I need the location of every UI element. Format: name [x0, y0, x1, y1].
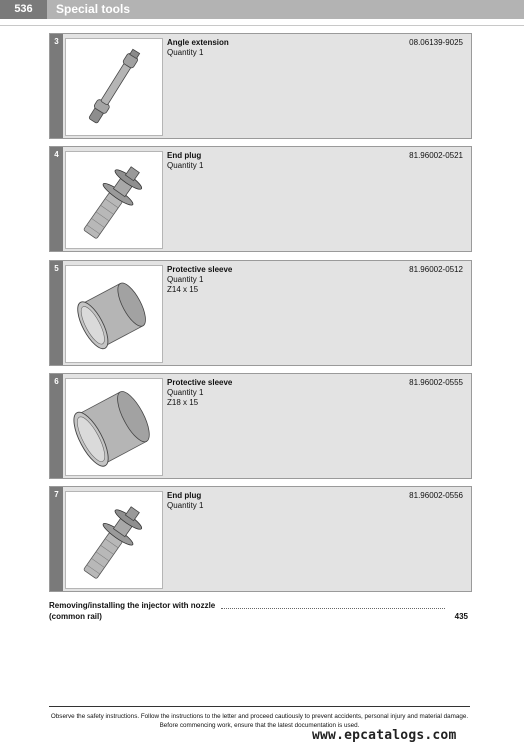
tool-quantity: Quantity 1 — [167, 161, 204, 170]
leader-dots — [221, 608, 445, 609]
cross-reference[interactable] — [49, 600, 470, 626]
page-title: Special tools — [56, 2, 131, 16]
page-header — [0, 0, 524, 19]
tool-size: Z14 x 15 — [167, 285, 199, 294]
tool-index: 4 — [50, 147, 63, 251]
footer-divider — [49, 706, 470, 707]
tool-index: 3 — [50, 34, 63, 138]
page-number: 536 — [0, 0, 47, 19]
protective-sleeve-icon — [65, 265, 163, 363]
watermark: www.epcatalogs.com — [312, 728, 457, 743]
tool-row-angle-extension — [49, 33, 472, 139]
tool-part-number: 81.96002-0512 — [409, 265, 463, 274]
angle-extension-icon — [65, 38, 163, 136]
tool-row-end-plug — [49, 146, 472, 252]
tool-row-protective-sleeve — [49, 260, 472, 366]
tool-quantity: Quantity 1 — [167, 48, 204, 57]
tool-part-number: 81.96002-0556 — [409, 491, 463, 500]
cross-reference-page[interactable]: 435 — [454, 612, 468, 621]
protective-sleeve-icon — [65, 378, 163, 476]
tool-name: End plug — [167, 491, 202, 500]
tool-row-end-plug — [49, 486, 472, 592]
tool-quantity: Quantity 1 — [167, 501, 204, 510]
tool-part-number: 81.96002-0555 — [409, 378, 463, 387]
tool-name: End plug — [167, 151, 202, 160]
cross-reference-text[interactable]: Removing/installing the injector with nozzle (common rail) — [49, 601, 216, 621]
tool-quantity: Quantity 1 — [167, 275, 204, 284]
tool-quantity: Quantity 1 — [167, 388, 204, 397]
tool-name: Protective sleeve — [167, 265, 233, 274]
tool-part-number: 81.96002-0521 — [409, 151, 463, 160]
safety-notice: Observe the safety instructions. Follow the instructions to the letter and proceed cautiously to prevent accidents, personal injury and material damage. Before commencing work, ensure that the latest documentation is used. — [50, 713, 469, 729]
end-plug-icon — [65, 491, 163, 589]
tool-row-protective-sleeve — [49, 373, 472, 479]
tool-size: Z18 x 15 — [167, 398, 199, 407]
tool-index: 7 — [50, 487, 63, 591]
tool-name: Angle extension — [167, 38, 229, 47]
end-plug-icon — [65, 151, 163, 249]
tool-index: 6 — [50, 374, 63, 478]
header-divider — [0, 25, 524, 26]
tool-name: Protective sleeve — [167, 378, 233, 387]
tool-index: 5 — [50, 261, 63, 365]
tool-part-number: 08.06139-9025 — [409, 38, 463, 47]
